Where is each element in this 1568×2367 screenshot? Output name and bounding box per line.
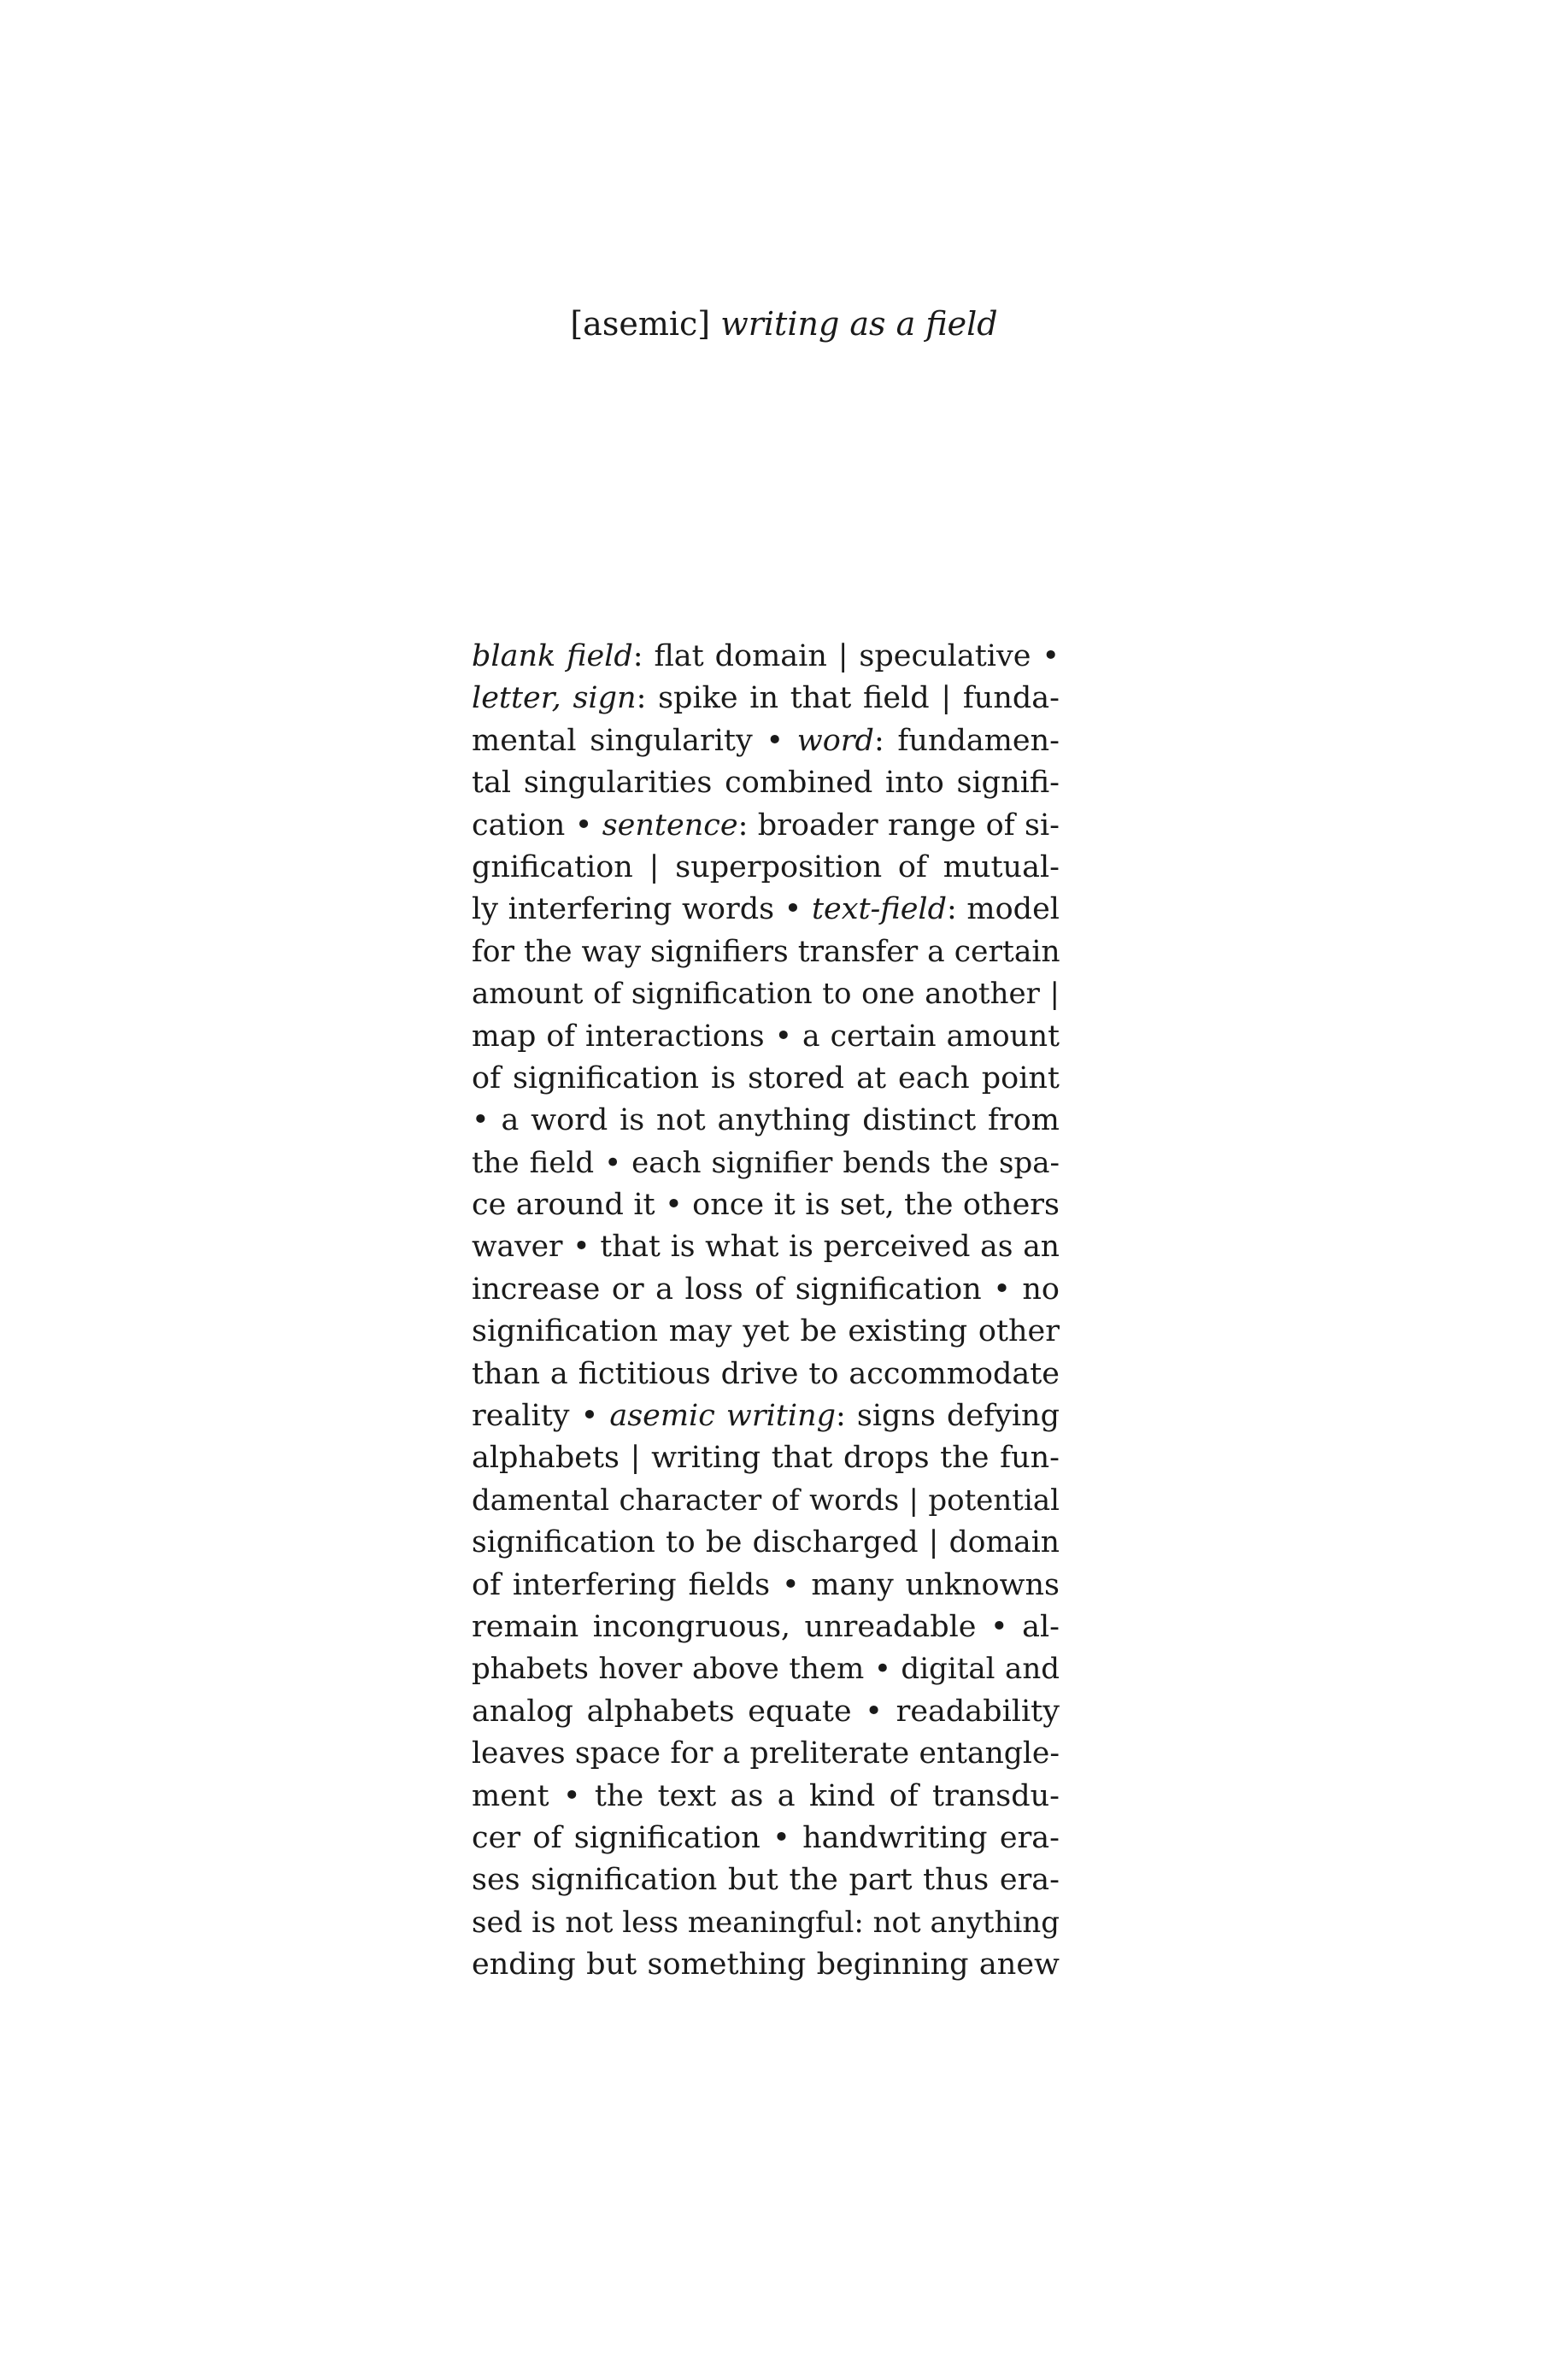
text-line xyxy=(472,1565,1060,1606)
text-line xyxy=(472,1480,1060,1522)
text-run: • a word is not anything distinct from xyxy=(472,1103,1060,1138)
text-run: map of interactions • a certain amount xyxy=(472,1019,1060,1054)
text-run: tal singularities combined into signifi- xyxy=(472,766,1060,801)
text-line xyxy=(472,1522,1060,1564)
text-line xyxy=(472,762,1060,804)
text-line xyxy=(472,720,1060,762)
text-line xyxy=(472,1859,1060,1901)
text-line xyxy=(472,1269,1060,1311)
text-run: gnification | superposition of mutual- xyxy=(472,849,1060,884)
italic-term: asemic writing xyxy=(609,1399,837,1434)
text-run: of signification is stored at each point xyxy=(472,1060,1060,1095)
text-line xyxy=(472,1100,1060,1142)
text-line xyxy=(472,1058,1060,1100)
text-run: signification may yet be existing other xyxy=(472,1314,1060,1349)
text-run: : spike in that field | funda- xyxy=(636,681,1060,716)
text-line xyxy=(472,1354,1060,1395)
text-line xyxy=(472,1776,1060,1818)
text-run: alphabets | writing that drops the fun- xyxy=(472,1441,1060,1476)
text-line xyxy=(472,1395,1060,1437)
text-run: : flat domain | speculative • xyxy=(632,639,1060,673)
text-run: the field • each signifier bends the spa- xyxy=(472,1145,1060,1180)
text-run: ending but something beginning anew xyxy=(472,1947,1060,1982)
text-line xyxy=(472,1818,1060,1859)
text-run: analog alphabets equate • readability xyxy=(472,1694,1060,1729)
text-run: ment • the text as a kind of transdu- xyxy=(472,1778,1060,1813)
header-bracket-label: [asemic] xyxy=(570,305,711,343)
text-run: phabets hover above them • digital and xyxy=(472,1652,1060,1687)
text-run: cation • xyxy=(472,808,602,843)
running-header xyxy=(0,303,1568,344)
text-line xyxy=(472,931,1060,973)
text-run: ses signification but the part thus era- xyxy=(472,1863,1060,1898)
text-line xyxy=(472,1311,1060,1353)
text-line xyxy=(472,973,1060,1015)
text-run: ly interfering words • xyxy=(472,892,812,927)
text-line xyxy=(472,1226,1060,1268)
text-run: increase or a loss of signification • no xyxy=(472,1272,1060,1307)
text-line xyxy=(472,1606,1060,1648)
text-run: ce around it • once it is set, the others xyxy=(472,1188,1060,1223)
text-run: : model xyxy=(947,892,1060,927)
text-line xyxy=(472,1016,1060,1058)
text-run: leaves space for a preliterate entangle- xyxy=(472,1736,1060,1771)
text-line xyxy=(472,636,1060,678)
text-run: signification to be discharged | domain xyxy=(472,1525,1060,1560)
text-line xyxy=(472,847,1060,889)
header-title: writing as a field xyxy=(720,305,998,343)
italic-term: letter, sign xyxy=(472,681,637,716)
text-line xyxy=(472,1944,1060,1986)
text-line xyxy=(472,1437,1060,1479)
text-run: reality • xyxy=(472,1399,610,1434)
italic-term: blank field xyxy=(472,639,633,673)
text-run: remain incongruous, unreadable • al- xyxy=(472,1609,1060,1644)
text-run: than a fictitious drive to accommodate xyxy=(472,1356,1060,1391)
text-run: : signs defying xyxy=(836,1399,1060,1434)
text-line xyxy=(472,1648,1060,1690)
text-run: damental character of words | potential xyxy=(472,1483,1060,1518)
text-line xyxy=(472,805,1060,847)
text-run: of interfering fields • many unknowns xyxy=(472,1567,1060,1602)
italic-term: sentence xyxy=(602,808,738,843)
italic-term: text-field xyxy=(811,892,948,927)
text-run: : fundamen- xyxy=(873,723,1060,758)
text-line xyxy=(472,889,1060,931)
text-line xyxy=(472,1733,1060,1775)
text-run: sed is not less meaningful: not anything xyxy=(472,1905,1060,1940)
text-run: : broader range of si- xyxy=(737,808,1060,843)
text-run: amount of signification to one another | xyxy=(472,977,1060,1012)
body-paragraph xyxy=(472,636,1060,1987)
text-line xyxy=(472,1142,1060,1184)
text-run: mental singularity • xyxy=(472,723,797,758)
text-line xyxy=(472,678,1060,719)
text-run: cer of signification • handwriting era- xyxy=(472,1820,1060,1855)
italic-term: word xyxy=(796,723,874,758)
text-line xyxy=(472,1691,1060,1733)
text-line xyxy=(472,1902,1060,1944)
text-line xyxy=(472,1184,1060,1226)
text-run: for the way signifiers transfer a certain xyxy=(472,934,1060,969)
text-run: waver • that is what is perceived as an xyxy=(472,1230,1060,1265)
